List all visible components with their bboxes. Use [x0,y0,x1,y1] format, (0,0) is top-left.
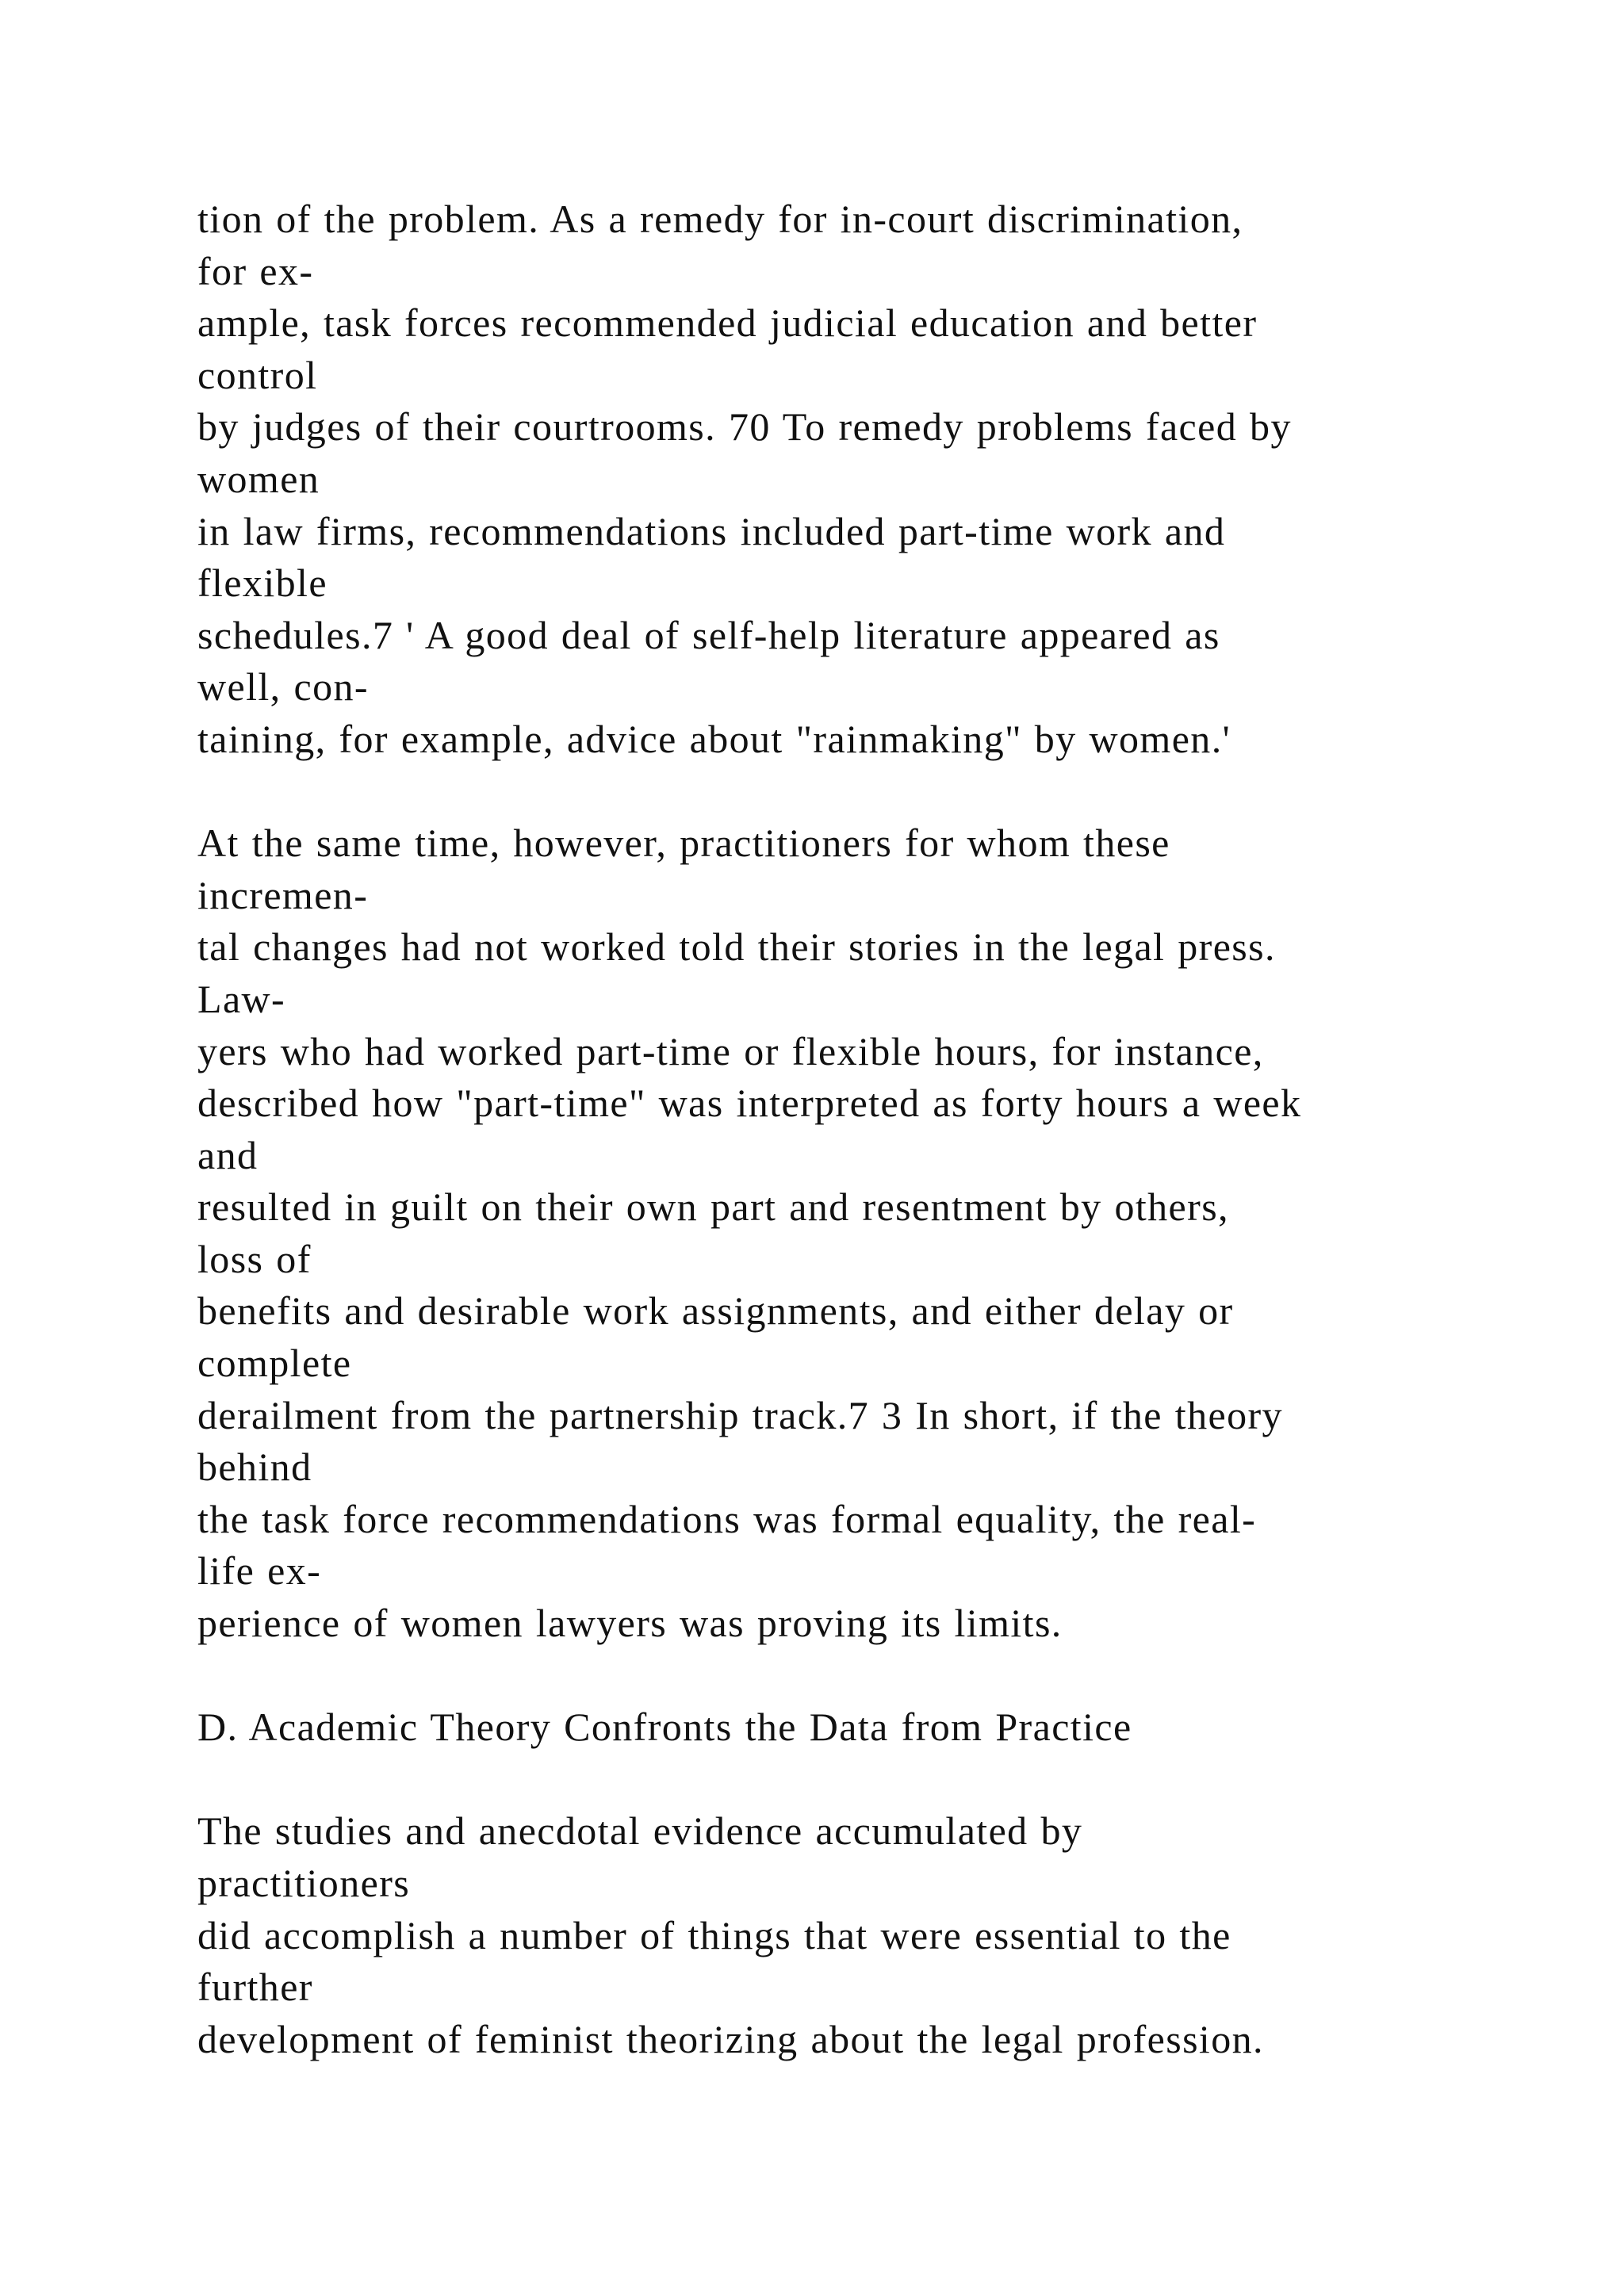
text-line: resulted in guilt on their own part and resentment by others, [197,1184,1229,1230]
text-line: perience of women lawyers was proving its limits. [197,1601,1063,1646]
text-line: At the same time, however, practitioners for whom these [197,821,1170,866]
section-heading: D. Academic Theory Confronts the Data from Practice [197,1705,1132,1750]
text-line: well, con- [197,664,369,710]
text-line: by judges of their courtrooms. 70 To remedy problems faced by [197,404,1292,450]
text-line: women [197,456,320,501]
text-line: flexible [197,561,327,606]
text-line: schedules.7 ' A good deal of self-help literature appeared as [197,612,1220,657]
text-line: benefits and desirable work assignments, and either delay or [197,1288,1234,1334]
text-line: in law firms, recommendations included part-time work and [197,508,1226,553]
text-line: and [197,1132,259,1177]
text-line: development of feminist theorizing about the legal profession. [197,2016,1264,2061]
paragraph-2 [197,817,1545,1650]
paragraph-spacer [197,1754,1545,1806]
text-line: taining, for example, advice about "rainmaking" by women.' [197,716,1231,761]
text-line: control [197,352,318,397]
text-line: complete [197,1341,352,1386]
text-line: tion of the problem. As a remedy for in-court discrimination, [197,197,1243,241]
text-line: yers who had worked part-time or flexible hours, for instance, [197,1028,1264,1073]
text-line: Law- [197,976,286,1021]
text-line: described how "part-time" was interpreted as forty hours a week [197,1081,1302,1126]
document-body [197,193,1545,2065]
text-line: further [197,1965,313,2010]
text-line: ample, task forces recommended judicial education and better [197,300,1258,346]
text-line: incremen- [197,872,369,917]
text-line: behind [197,1445,312,1490]
text-line: the task force recommendations was formal equality, the real- [197,1496,1257,1541]
paragraph-spacer [197,766,1545,818]
paragraph-3 [197,1805,1545,2065]
text-line: The studies and anecdotal evidence accumulated by [197,1808,1083,1854]
text-line: life ex- [197,1548,322,1594]
text-line: practitioners [197,1861,411,1905]
text-line: did accomplish a number of things that were essential to the [197,1912,1231,1957]
paragraph-spacer [197,1650,1545,1702]
text-line: for ex- [197,248,314,293]
text-line: loss of [197,1236,312,1281]
paragraph-1 [197,193,1545,766]
text-line: derailment from the partnership track.7 3 In short, if the theory [197,1392,1283,1437]
text-line: tal changes had not worked told their stories in the legal press. [197,924,1276,970]
